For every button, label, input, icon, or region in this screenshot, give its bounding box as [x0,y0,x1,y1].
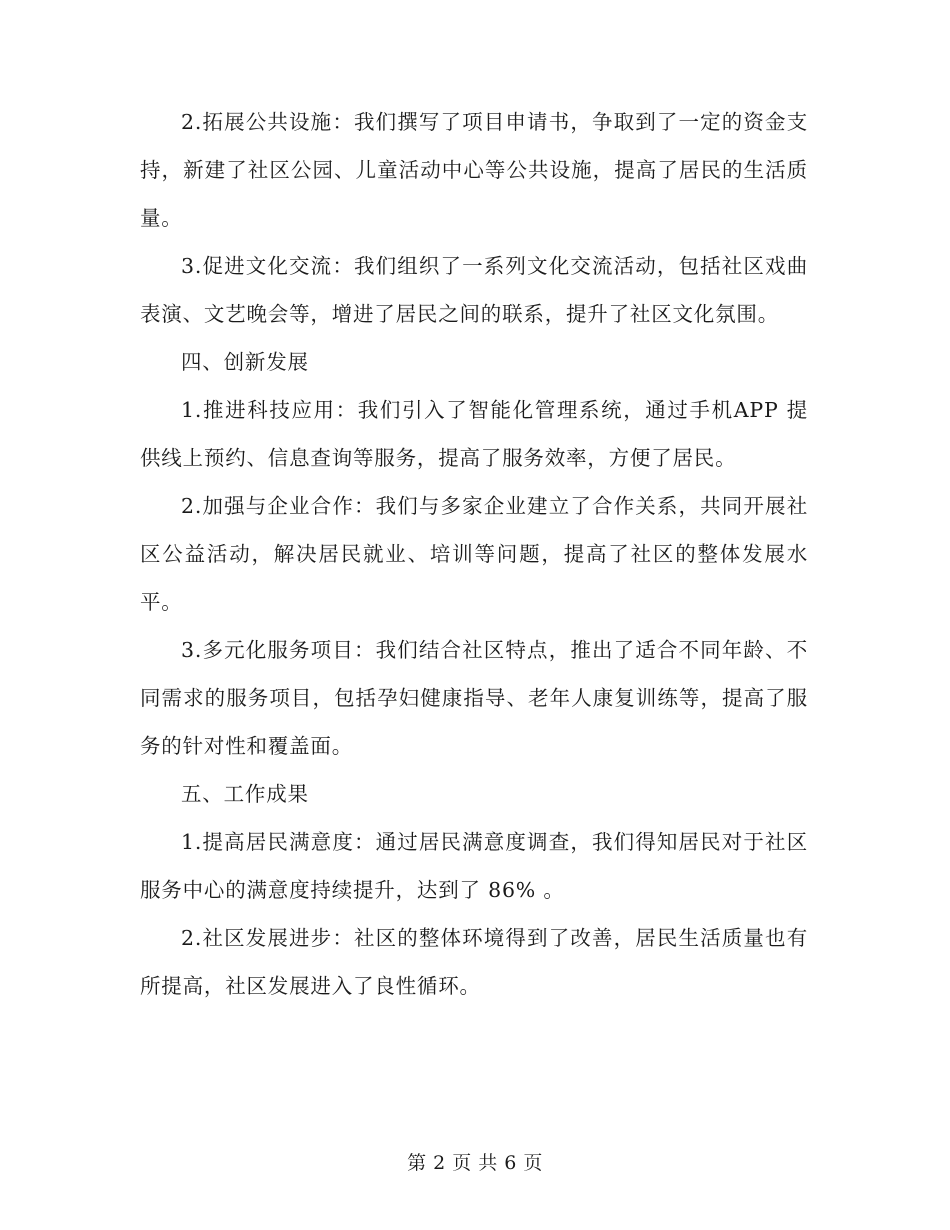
paragraph-expand-public-facilities: 2.拓展公共设施：我们撰写了项目申请书，争取到了一定的资金支持，新建了社区公园、儿童活动中心等公共设施，提高了居民的生活质量。 [140,110,808,230]
paragraph-promote-cultural-exchange: 3.促进文化交流：我们组织了一系列文化交流活动，包括社区戏曲表演、文艺晚会等，增进了居民之间的联系，提升了社区文化氛围。 [140,254,808,326]
paragraph-diversified-services: 3.多元化服务项目：我们结合社区特点，推出了适合不同年龄、不同需求的服务项目，包括孕妇健康指导、老年人康复训练等，提高了服务的针对性和覆盖面。 [140,638,808,758]
paragraph-resident-satisfaction: 1.提高居民满意度：通过居民满意度调查，我们得知居民对于社区服务中心的满意度持续提升，达到了 86% 。 [140,830,808,902]
paragraph-technology-application: 1.推进科技应用：我们引入了智能化管理系统，通过手机APP 提供线上预约、信息查询等服务，提高了服务效率，方便了居民。 [140,398,808,470]
page-number: 第 2 页 共 6 页 [407,1152,543,1174]
document-body [140,98,808,1010]
paragraph-community-progress: 2.社区发展进步：社区的整体环境得到了改善，居民生活质量也有所提高，社区发展进入了良性循环。 [140,926,808,998]
section-heading-achievements: 五、工作成果 [181,782,309,806]
section-heading-innovation: 四、创新发展 [181,350,309,374]
paragraph-enterprise-cooperation: 2.加强与企业合作：我们与多家企业建立了合作关系，共同开展社区公益活动，解决居民就业、培训等问题，提高了社区的整体发展水平。 [140,494,808,614]
page-footer [0,1148,950,1175]
